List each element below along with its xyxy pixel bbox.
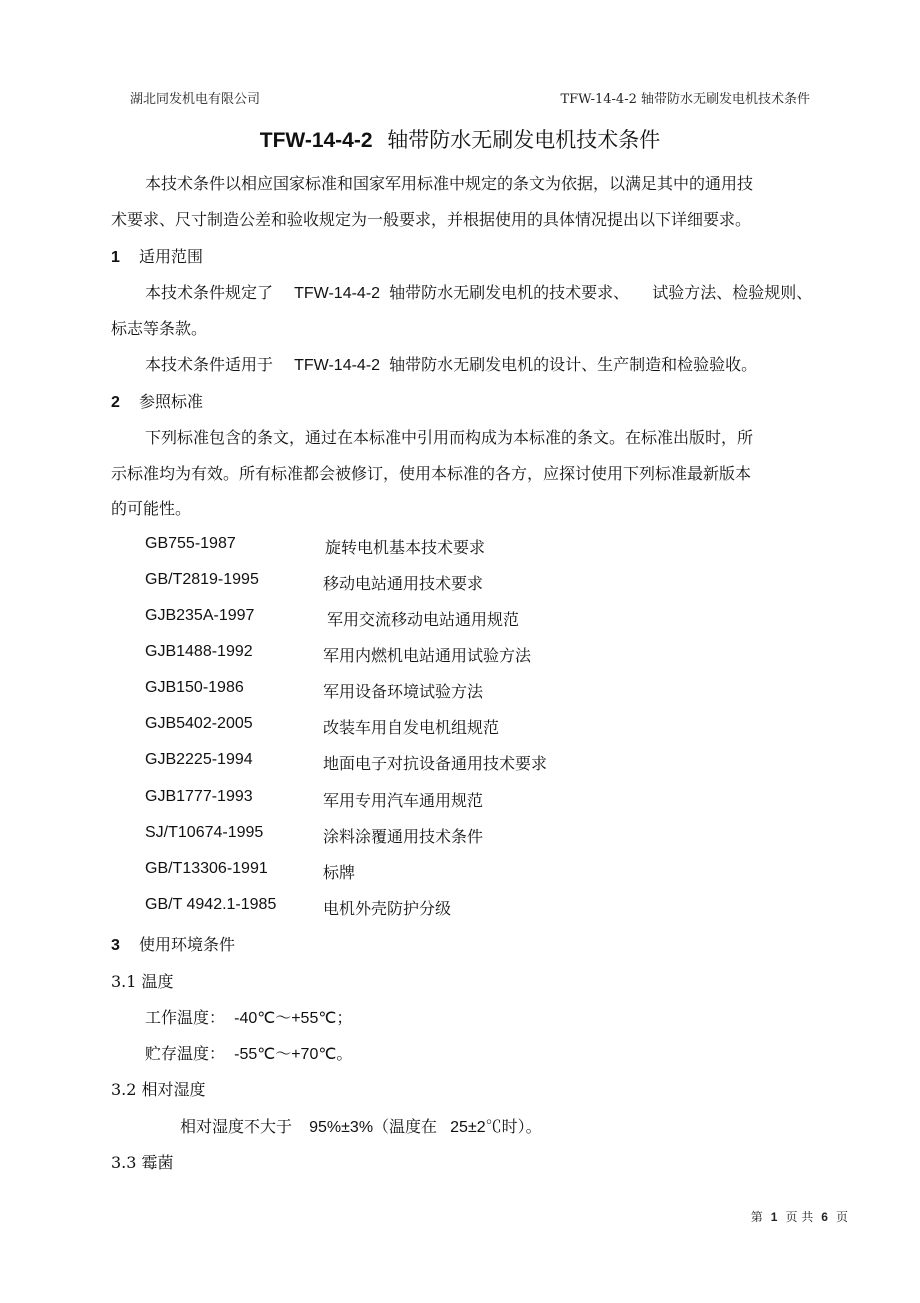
standard-name: 军用交流移动电站通用规范 <box>327 610 520 629</box>
text-fragment: 轴带防水无刷发电机的技术要求、 <box>389 283 630 302</box>
standard-name: 涂料涂覆通用技术条件 <box>323 827 484 846</box>
page-total: 6 <box>821 1210 828 1224</box>
standard-name: 标牌 <box>323 863 356 882</box>
standard-code: SJ/T10674-1995 <box>145 824 264 841</box>
text-fragment: 相对湿度不大于 <box>180 1117 293 1136</box>
title-text: 轴带防水无刷发电机技术条件 <box>387 128 661 152</box>
footer-label: 第 <box>750 1210 763 1224</box>
section-2-line-1: 下列标准包含的条文，通过在本标准中引用而构成为本标准的条文。在标准出版时，所 <box>145 428 754 447</box>
section-2-title: 参照标准 <box>139 392 204 411</box>
standard-name: 军用专用汽车通用规范 <box>323 791 484 810</box>
standard-name: 改装车用自发电机组规范 <box>323 718 500 737</box>
section-3-1-title: 3.1 温度 <box>111 972 174 991</box>
standard-code: GJB150-1986 <box>145 679 244 696</box>
section-3-title: 使用环境条件 <box>139 935 236 954</box>
storage-temperature-value: -55℃～+70℃。 <box>234 1046 353 1063</box>
section-1-title: 适用范围 <box>139 247 204 266</box>
working-temperature-label: 工作温度： <box>145 1008 226 1027</box>
standard-code: GB/T2819-1995 <box>145 571 259 588</box>
section-2-line-2: 示标准均为有效。所有标准都会被修订，使用本标准的各方，应探讨使用下列标准最新版本 <box>111 464 752 483</box>
standard-code: GB755-1987 <box>145 535 236 552</box>
section-3-number: 3 <box>111 937 120 954</box>
section-3-3-title: 3.3 霉菌 <box>111 1153 174 1172</box>
standard-code: GJB1488-1992 <box>145 643 253 660</box>
text-fragment: 本技术条件适用于 <box>145 355 274 374</box>
page-number: 1 <box>770 1210 778 1224</box>
relative-humidity <box>180 1114 542 1137</box>
section-3-2-title: 3.2 相对湿度 <box>111 1080 206 1099</box>
section-1-para-1-cont: 标志等条款。 <box>111 319 208 338</box>
humidity-value: 95%±3%（温度在 <box>309 1119 438 1136</box>
working-temperature <box>145 1005 352 1028</box>
standard-name: 军用内燃机电站通用试验方法 <box>323 646 532 665</box>
header-company: 湖北同发机电有限公司 <box>130 92 261 107</box>
standard-code: GJB235A-1997 <box>145 607 255 624</box>
standard-name: 旋转电机基本技术要求 <box>325 538 486 557</box>
text-fragment: 轴带防水无刷发电机的设计、生产制造和检验验收。 <box>389 355 758 374</box>
intro-line-2: 术要求、尺寸制造公差和验收规定为一般要求，并根据使用的具体情况提出以下详细要求。 <box>111 210 752 229</box>
storage-temperature-label: 贮存温度： <box>145 1044 226 1063</box>
text-fragment: 本技术条件规定了 <box>145 283 274 302</box>
section-2-heading <box>111 389 203 412</box>
standard-name: 军用设备环境试验方法 <box>323 682 484 701</box>
header-doc-title: TFW-14-4-2 轴带防水无刷发电机技术条件 <box>560 92 810 107</box>
standard-code: GB/T13306-1991 <box>145 860 268 877</box>
intro-line-1: 本技术条件以相应国家标准和国家军用标准中规定的条文为依据，以满足其中的通用技 <box>145 174 754 193</box>
standard-name: 移动电站通用技术要求 <box>323 574 484 593</box>
section-1-number: 1 <box>111 249 120 266</box>
section-3-heading <box>111 932 235 955</box>
page-footer <box>751 1208 848 1225</box>
text-fragment: 试验方法、检验规则、 <box>652 283 813 302</box>
section-1-para-2 <box>145 352 757 375</box>
working-temperature-value: -40℃～+55℃； <box>234 1010 353 1027</box>
footer-label: 页 共 <box>785 1210 814 1224</box>
product-code: TFW-14-4-2 <box>294 285 381 302</box>
title-code: TFW-14-4-2 <box>259 129 373 152</box>
storage-temperature <box>145 1041 352 1064</box>
standard-code: GJB2225-1994 <box>145 751 253 768</box>
standard-code: GB/T 4942.1-1985 <box>145 896 277 913</box>
page-title <box>0 124 920 154</box>
standard-name: 电机外壳防护分级 <box>323 899 452 918</box>
section-2-line-3: 的可能性。 <box>111 499 192 518</box>
section-1-para-1 <box>145 280 812 303</box>
humidity-temperature: 25±2℃时）。 <box>450 1119 542 1136</box>
product-code: TFW-14-4-2 <box>294 357 381 374</box>
standard-code: GJB5402-2005 <box>145 715 253 732</box>
standard-name: 地面电子对抗设备通用技术要求 <box>323 754 548 773</box>
section-1-heading <box>111 244 203 267</box>
standard-code: GJB1777-1993 <box>145 788 253 805</box>
footer-label: 页 <box>835 1210 848 1224</box>
section-2-number: 2 <box>111 394 120 411</box>
